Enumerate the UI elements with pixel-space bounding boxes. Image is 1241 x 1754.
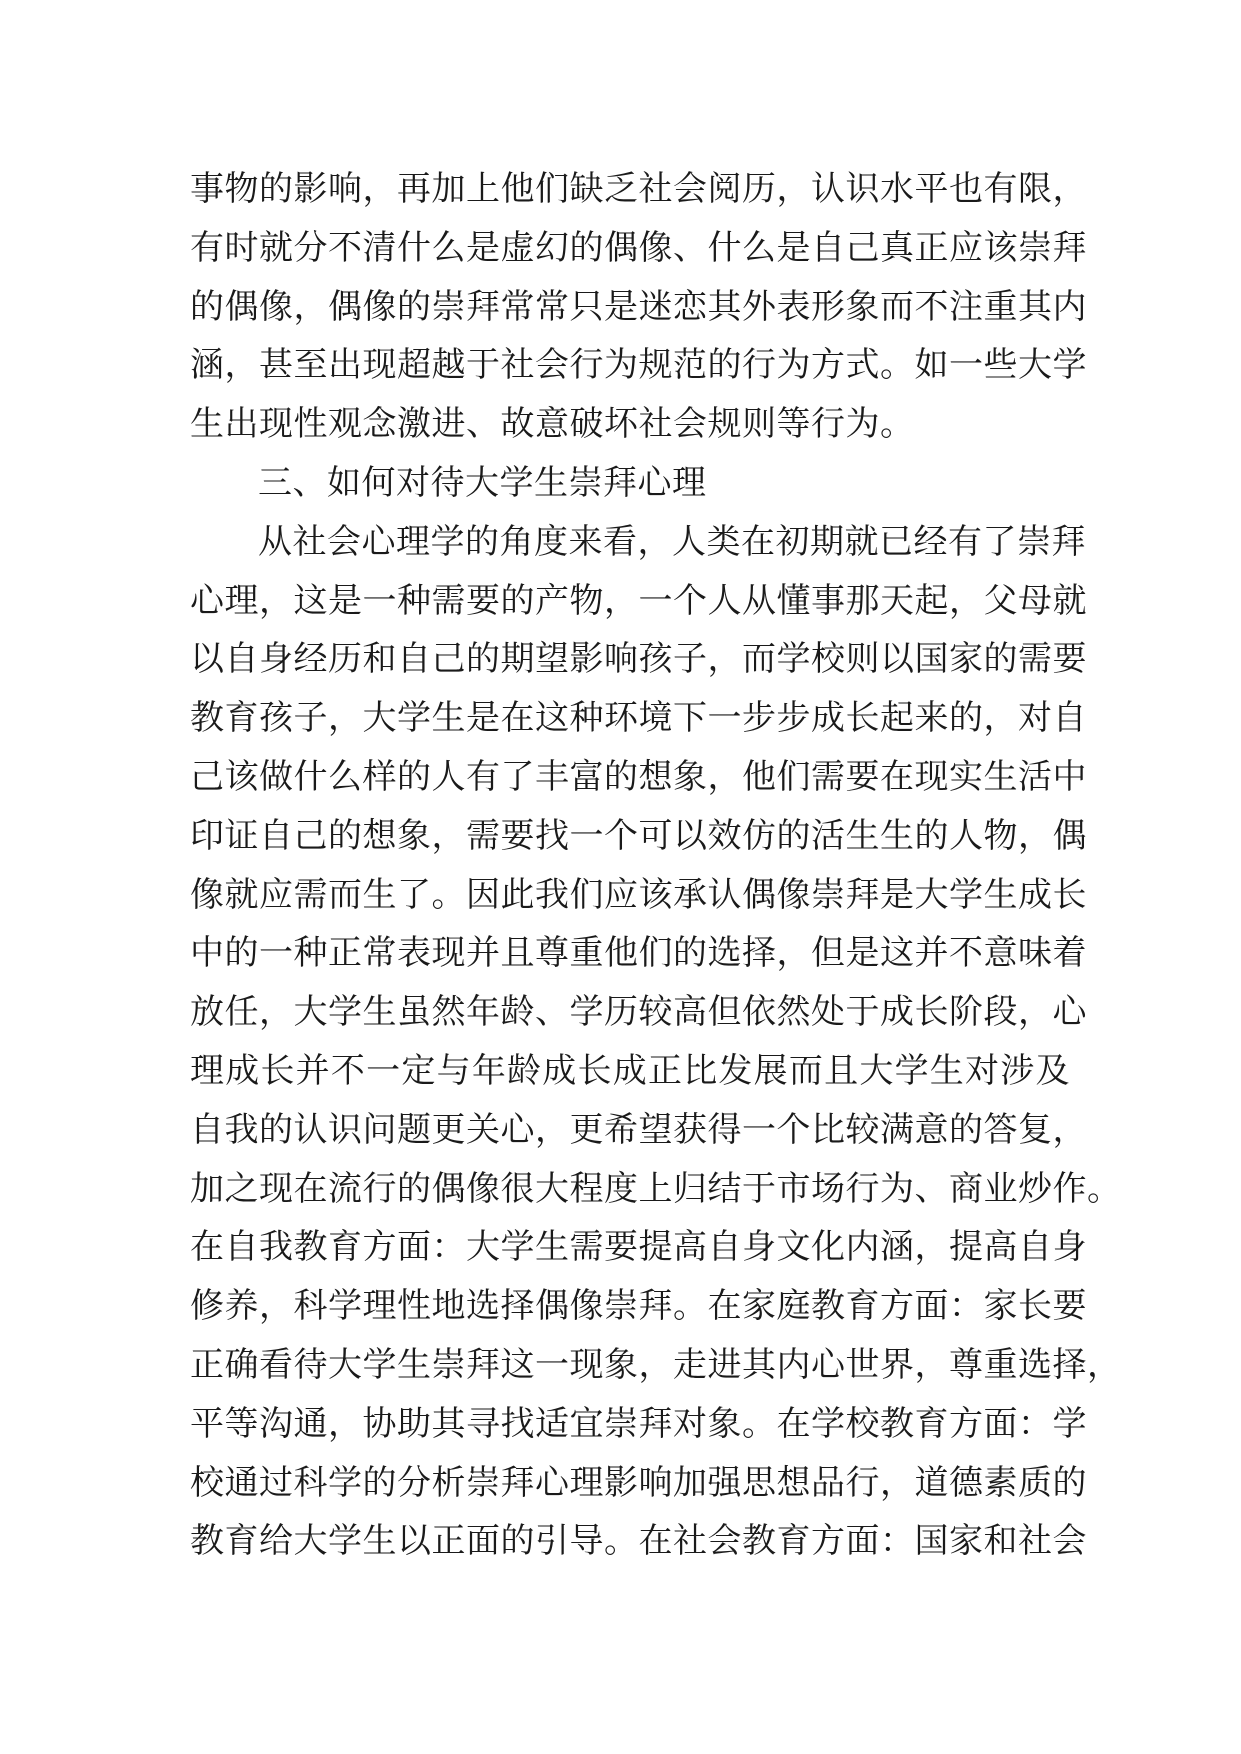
text-line: 生出现性观念激进、故意破坏社会规则等行为。 xyxy=(190,404,915,445)
text-line: 涵，甚至出现超越于社会行为规范的行为方式。如一些大学 xyxy=(190,345,1087,386)
text-line: 的偶像，偶像的崇拜常常只是迷恋其外表形象而不注重其内 xyxy=(190,286,1087,327)
text-line: 从社会心理学的角度来看，人类在初期就已经有了崇拜 xyxy=(258,521,1086,562)
text-line: 像就应需而生了。因此我们应该承认偶像崇拜是大学生成长 xyxy=(190,874,1087,915)
section-heading: 三、如何对待大学生崇拜心理 xyxy=(258,462,707,503)
text-line: 平等沟通，协助其寻找适宜崇拜对象。在学校教育方面：学 xyxy=(190,1403,1087,1444)
text-line: 自我的认识问题更关心，更希望获得一个比较满意的答复， xyxy=(190,1109,1087,1150)
text-line: 加之现在流行的偶像很大程度上归结于市场行为、商业炒作。 xyxy=(190,1168,1122,1209)
text-line: 理成长并不一定与年龄成长成正比发展而且大学生对涉及 xyxy=(190,1050,1070,1091)
text-line: 在自我教育方面：大学生需要提高自身文化内涵，提高自身 xyxy=(190,1227,1087,1268)
text-line: 心理，这是一种需要的产物，一个人从懂事那天起，父母就 xyxy=(190,580,1087,621)
text-line: 教育孩子，大学生是在这种环境下一步步成长起来的，对自 xyxy=(190,698,1087,739)
text-line: 教育给大学生以正面的引导。在社会教育方面：国家和社会 xyxy=(190,1521,1087,1562)
text-line: 以自身经历和自己的期望影响孩子，而学校则以国家的需要 xyxy=(190,639,1087,680)
text-line: 事物的影响，再加上他们缺乏社会阅历，认识水平也有限， xyxy=(190,169,1087,209)
text-line: 己该做什么样的人有了丰富的想象，他们需要在现实生活中 xyxy=(190,756,1087,797)
text-line: 中的一种正常表现并且尊重他们的选择，但是这并不意味着 xyxy=(190,933,1087,974)
text-line: 印证自己的想象，需要找一个可以效仿的活生生的人物，偶 xyxy=(190,815,1087,856)
text-line: 放任，大学生虽然年龄、学历较高但依然处于成长阶段，心 xyxy=(190,992,1087,1033)
text-line: 正确看待大学生崇拜这一现象，走进其内心世界，尊重选择， xyxy=(190,1344,1122,1385)
document-body xyxy=(190,160,1122,1571)
text-line: 修养，科学理性地选择偶像崇拜。在家庭教育方面：家长要 xyxy=(190,1286,1087,1327)
text-line: 校通过科学的分析崇拜心理影响加强思想品行，道德素质的 xyxy=(190,1462,1087,1503)
text-line: 有时就分不清什么是虚幻的偶像、什么是自己真正应该崇拜 xyxy=(190,227,1087,268)
